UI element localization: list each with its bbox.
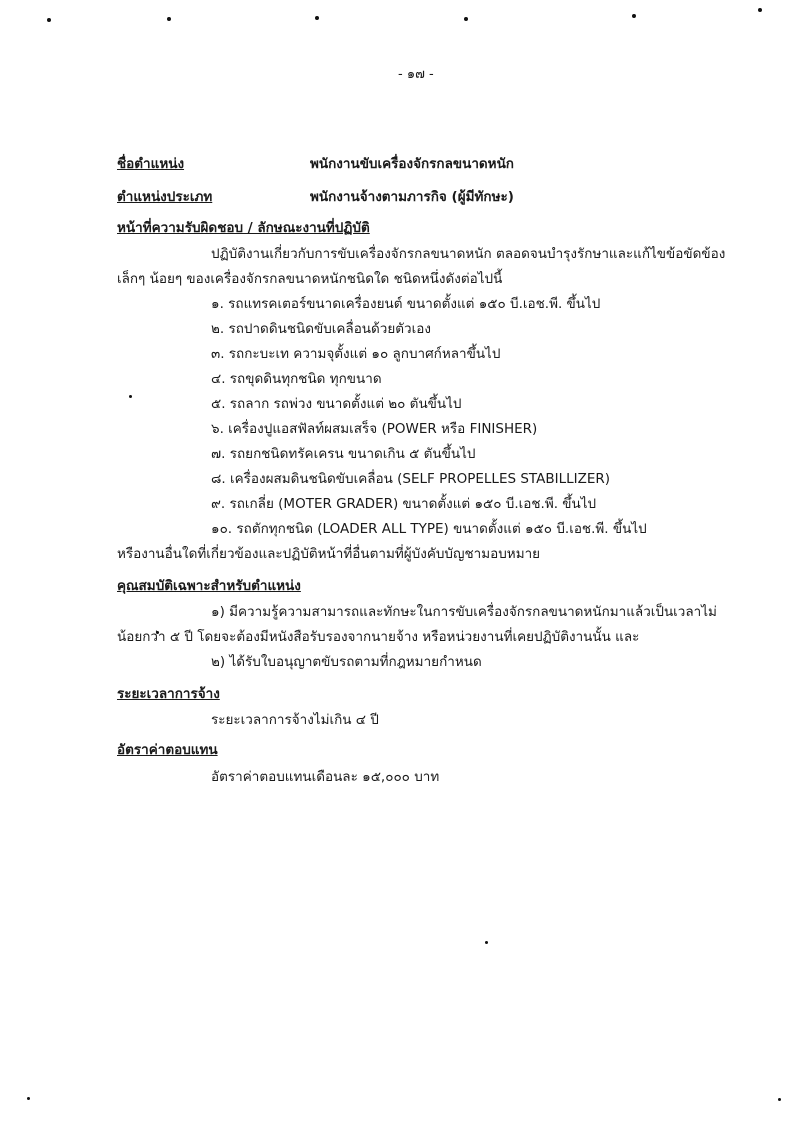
duties-closing: หรืองานอื่นใดที่เกี่ยวข้องและปฏิบัติหน้าที่อื่นตามที่ผู้บังคับบัญชามอบหมาย [117,546,541,562]
position-title-label: ชื่อตำแหน่ง [117,156,185,172]
duties-heading: หน้าที่ความรับผิดชอบ / ลักษณะงานที่ปฏิบัติ [117,220,370,236]
duty-item: ๕. รถลาก รถพ่วง ขนาดตั้งแต่ ๒๐ ตันขึ้นไป [211,396,462,412]
scan-speck [778,1098,781,1101]
duties-intro-line1: ปฏิบัติงานเกี่ยวกับการขับเครื่องจักรกลขนาดหนัก ตลอดจนบำรุงรักษาและแก้ไขข้อขัดข้อง [211,246,726,262]
employment-period-heading: ระยะเวลาการจ้าง [117,686,220,702]
qualification-item2: ๒) ได้รับใบอนุญาตขับรถตามที่กฎหมายกำหนด [211,654,482,670]
duty-item: ๑๐. รถตักทุกชนิด (LOADER ALL TYPE) ขนาดตั้งแต่ ๑๕๐ บี.เอช.พี. ขึ้นไป [211,521,647,537]
scan-speck [485,941,488,944]
qualification-item1-line1: ๑) มีความรู้ความสามารถและทักษะในการขับเครื่องจักรกลขนาดหนักมาแล้วเป็นเวลาไม่ [211,604,717,620]
position-type-value: พนักงานจ้างตามภารกิจ (ผู้มีทักษะ) [310,189,514,205]
qualifications-heading: คุณสมบัติเฉพาะสำหรับตำแหน่ง [117,578,301,594]
duty-item: ๑. รถแทรคเตอร์ขนาดเครื่องยนต์ ขนาดตั้งแต่ ๑๕๐ บี.เอช.พี. ขึ้นไป [211,296,601,312]
duty-item: ๘. เครื่องผสมดินชนิดขับเคลื่อน (SELF PROPELLES STABILLIZER) [211,471,611,487]
compensation-text: อัตราค่าตอบแทนเดือนละ ๑๕,๐๐๐ บาท [211,769,440,785]
scan-speck [315,16,319,20]
scan-speck [632,14,636,18]
scan-speck [27,1097,30,1100]
scan-speck [464,17,468,21]
qualification-item1-line2: น้อยกว่า ๕ ปี โดยจะต้องมีหนังสือรับรองจากนายจ้าง หรือหน่วยงานที่เคยปฏิบัติงานนั้น และ [117,629,640,645]
duty-item: ๓. รถกะบะเท ความจุตั้งแต่ ๑๐ ลูกบาศก์หลาขึ้นไป [211,346,501,362]
duty-item: ๗. รถยกชนิดทรัคเครน ขนาดเกิน ๕ ตันขึ้นไป [211,446,476,462]
page-number: - ๑๗ - [398,67,434,82]
duty-item: ๒. รถปาดดินชนิดขับเคลื่อนด้วยตัวเอง [211,321,431,337]
scan-speck [167,17,171,21]
position-title-value: พนักงานขับเครื่องจักรกลขนาดหนัก [310,156,514,172]
employment-period-text: ระยะเวลาการจ้างไม่เกิน ๔ ปี [211,712,379,728]
duty-item: ๙. รถเกลี่ย (MOTER GRADER) ขนาดตั้งแต่ ๑๕๐ บี.เอช.พี. ขึ้นไป [211,496,597,512]
scan-speck [758,8,762,12]
compensation-heading: อัตราค่าตอบแทน [117,742,218,758]
duty-item: ๖. เครื่องปูแอสฟัลท์ผสมเสร็จ (POWER หรือ FINISHER) [211,421,538,437]
scan-speck [47,18,51,22]
duty-item: ๔. รถขุดดินทุกชนิด ทุกขนาด [211,371,382,387]
position-type-label: ตำแหน่งประเภท [117,189,213,205]
scan-speck [129,395,132,398]
duties-intro-line2: เล็กๆ น้อยๆ ของเครื่องจักรกลขนาดหนักชนิดใด ชนิดหนึ่งดังต่อไปนี้ [117,271,503,287]
